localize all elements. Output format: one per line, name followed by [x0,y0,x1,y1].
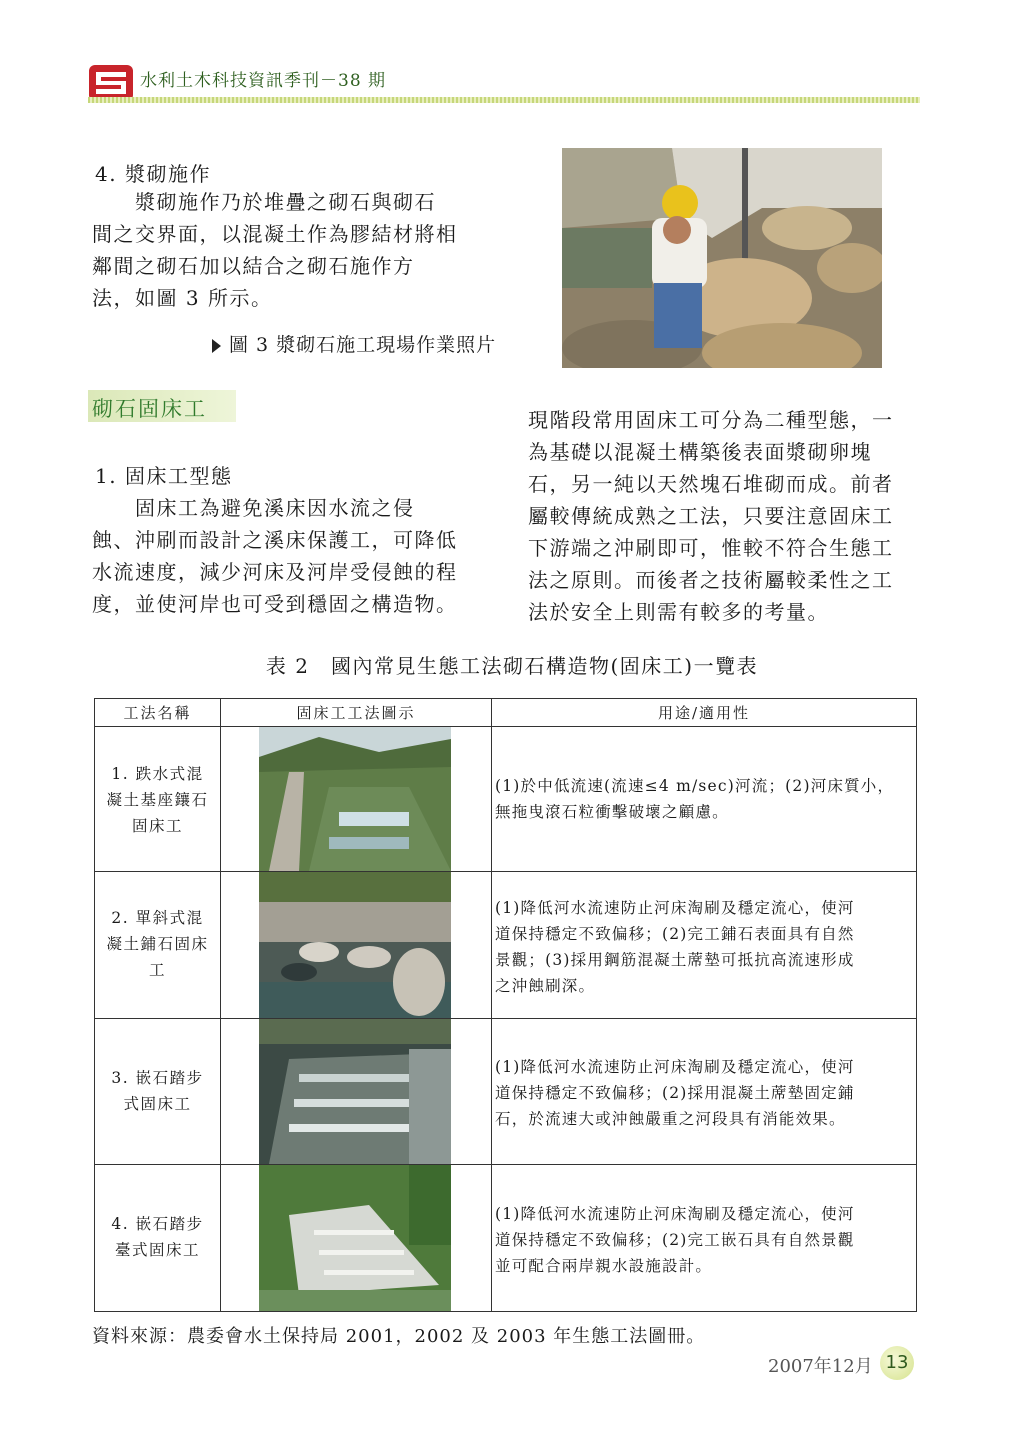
table-source-note: 資料來源：農委會水土保持局 2001，2002 及 2003 年生態工法圖冊。 [92,1326,706,1347]
section-heading-grouted-masonry: 4. 漿砌施作 [95,162,211,186]
caption-arrow-icon [212,339,221,353]
text-line: 法於安全上則需有較多的考量。 [528,600,829,624]
table-2-caption: 表 2 國內常見生態工法砌石構造物(固床工)一覽表 [265,654,759,678]
text-line: 屬較傳統成熟之工法，只要注意固床工 [528,504,894,528]
section-title: 砌石固床工 [92,397,207,421]
column-divider [491,699,492,1311]
table-row-photo [259,872,451,1018]
text-line: 鄰間之砌石加以結合之砌石施作方 [92,254,415,278]
header-divider [88,97,920,103]
text-line: 間之交界面，以混凝土作為膠結材將相 [92,222,458,246]
table-header-usage: 用途/適用性 [657,704,751,722]
paragraph-bed-types [92,492,492,620]
table-row-usage: (1)降低河水流速防止河床淘刷及穩定流心，使河 道保持穩定不致偏移；(2)採用混凝土蓆墊固定鋪 石，於流速大或沖蝕嚴重之河段具有消能效果。 [495,1058,855,1128]
paragraph-grouted-masonry [92,186,492,314]
text-line: 法，如圖 3 所示。 [92,286,273,310]
row-divider [95,1164,916,1165]
row-divider [95,1018,916,1019]
table-row-name: 4. 嵌石踏步 臺式固床工 [111,1215,204,1259]
text-line: 度，並使河岸也可受到穩固之構造物。 [92,592,458,616]
text-line: 石，另一純以天然塊石堆砌而成。前者 [528,472,894,496]
text-line: 水流速度，減少河床及河岸受侵蝕的程 [92,560,458,584]
table-header-illustration: 固床工工法圖示 [296,704,416,722]
figure-3-photo [562,148,882,368]
table-row-usage: (1)降低河水流速防止河床淘刷及穩定流心，使河 道保持穩定不致偏移；(2)完工嵌石具有自然景觀 並可配合兩岸親水設施設計。 [495,1205,855,1275]
subsection-heading-bed-types: 1. 固床工型態 [95,464,233,488]
text-line: 蝕、沖刷而設計之溪床保護工，可降低 [92,528,458,552]
row-divider [95,871,916,872]
text-line: 為基礎以混凝土構築後表面漿砌卵塊 [528,440,872,464]
text-line: 漿砌施作乃於堆疊之砌石與砌石 [92,190,436,214]
table-header-method: 工法名稱 [123,704,192,722]
table-row-photo [259,727,451,871]
table-row-usage: (1)降低河水流速防止河床淘刷及穩定流心，使河 道保持穩定不致偏移；(2)完工鋪石表面具有自然 景觀；(3)採用鋼筋混凝土蓆墊可抵抗高流速形成 之沖蝕刷深。 [495,899,855,995]
table-row-name: 2. 單斜式混 凝土鋪石固床 工 [106,909,209,979]
text-line: 固床工為避免溪床因水流之侵 [92,496,415,520]
table-row-usage: (1)於中低流速(流速≤4 m/sec)河流；(2)河床質小， 無拖曳滾石粒衝擊破壞之顧慮。 [495,777,895,821]
journal-title: 水利土木科技資訊季刊－38 期 [140,71,387,91]
table-row-name: 1. 跌水式混 凝土基座鑲石 固床工 [106,765,209,835]
table-row-name: 3. 嵌石踏步 式固床工 [111,1069,204,1113]
text-line: 法之原則。而後者之技術屬較柔性之工 [528,568,894,592]
text-line: 現階段常用固床工可分為二種型態，一 [528,408,894,432]
column-divider [220,699,221,1311]
page-number: 13 [880,1346,914,1380]
paragraph-bed-types-continued [528,404,923,628]
figure-3-caption: 圖 3 漿砌石施工現場作業照片 [212,330,496,357]
text-line: 下游端之沖刷即可，惟較不符合生態工 [528,536,894,560]
issue-date: 2007年12月 [768,1356,873,1377]
table-row-photo [259,1165,451,1311]
table-2 [94,698,917,1312]
table-row-photo [259,1019,451,1164]
